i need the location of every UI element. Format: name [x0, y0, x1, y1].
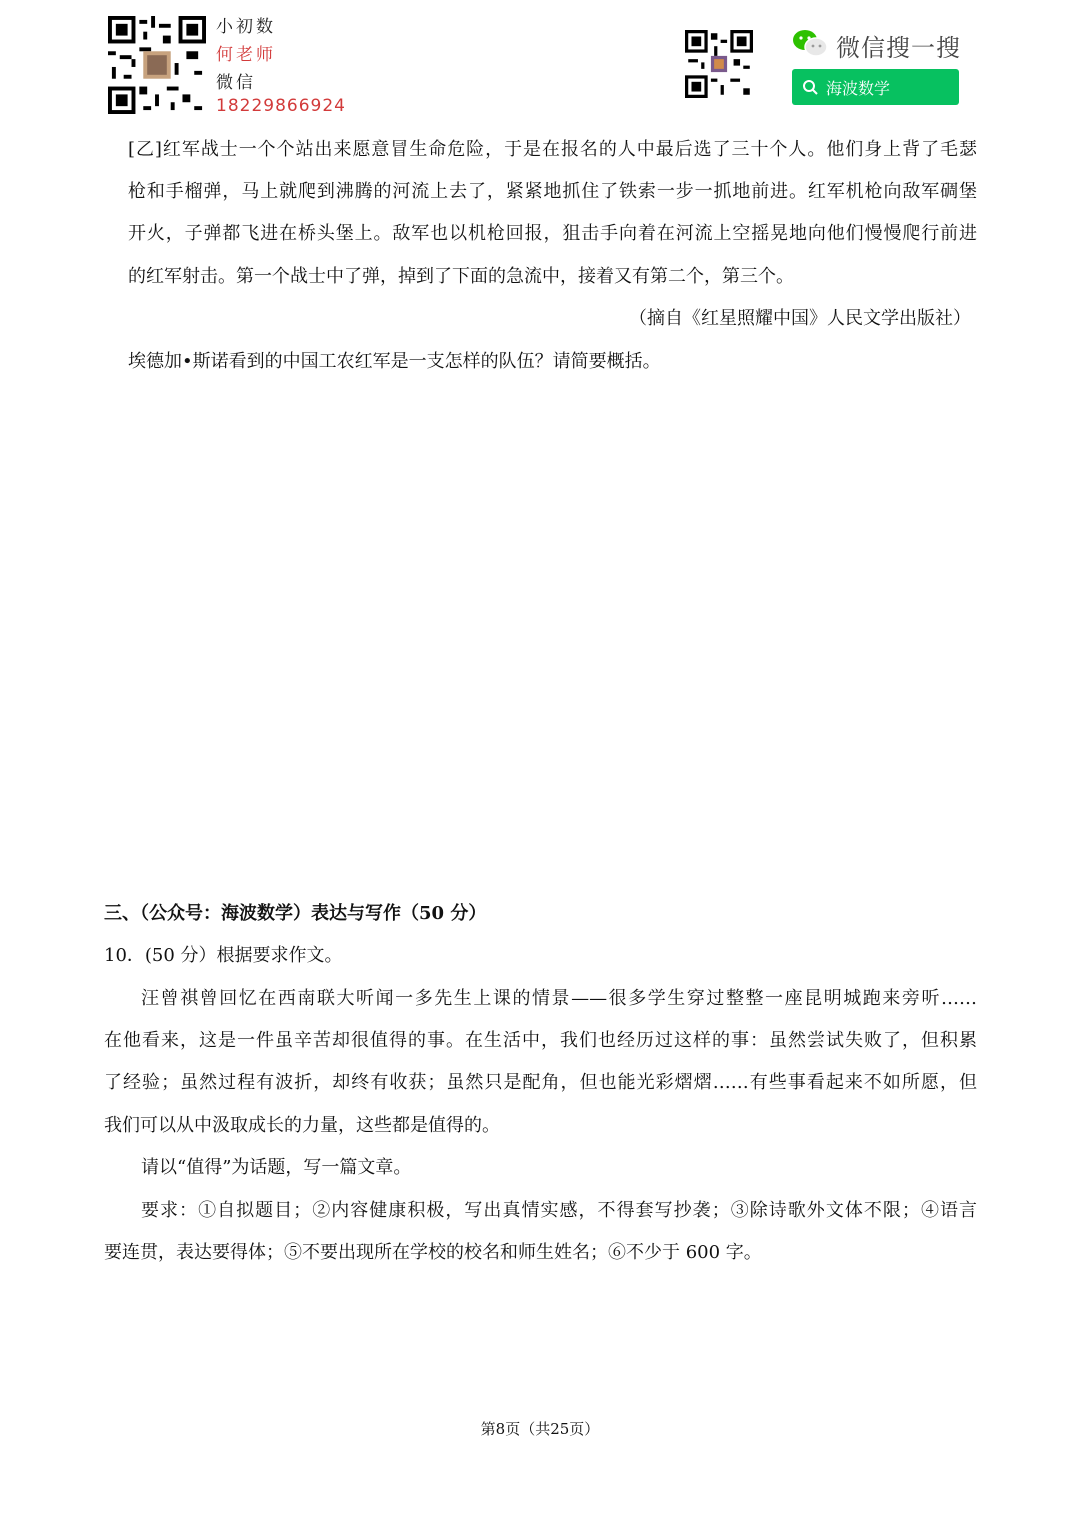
passage-line: 开火，子弹都飞进在桥头堡上。敌军也以机枪回报，狙击手向着在河流上空摇晃地向他们慢慢爬行前进: [128, 223, 977, 244]
question-text: 埃德加•斯诺看到的中国工农红军是一支怎样的队伍？请简要概括。: [128, 351, 661, 372]
prompt-line: 汪曾祺曾回忆在西南联大听闻一多先生上课的情景——很多学生穿过整整一座昆明城跑来旁听……: [141, 988, 977, 1009]
wechat-search-button[interactable]: [792, 69, 959, 105]
passage-line: 的红军射击。第一个战士中了弹，掉到了下面的急流中，接着又有第二个，第三个。: [128, 266, 794, 287]
section-heading: 三、（公众号：海波数学）表达与写作（50 分）: [104, 903, 487, 924]
prompt-line: 了经验；虽然过程有波折，却终有收获；虽然只是配角，但也能光彩熠熠……有些事看起来不如所愿，但: [104, 1072, 977, 1093]
qr-code-official-account: [685, 30, 753, 98]
wechat-search-label: 海波数学: [826, 78, 891, 98]
qr-code-teacher: [108, 16, 206, 114]
hand-line-wechat: 微信: [216, 73, 256, 93]
prompt-line: 我们可以从中汲取成长的力量，这些都是值得的。: [104, 1115, 500, 1136]
requirements-line: 要求：①自拟题目；②内容健康积极，写出真情实感，不得套写抄袭；③除诗歌外文体不限；④语言: [141, 1200, 977, 1221]
requirements-line: 要连贯，表达要得体；⑤不要出现所在学校的校名和师生姓名；⑥不少于 600 字。: [104, 1242, 762, 1263]
question-item: 10．(50 分）根据要求作文。: [104, 945, 343, 966]
prompt-topic: 请以“值得”为话题，写一篇文章。: [141, 1157, 412, 1178]
wechat-search-title: 微信搜一搜: [836, 34, 961, 62]
search-icon: [802, 79, 818, 95]
passage-line: 枪和手榴弹，马上就爬到沸腾的河流上去了，紧紧地抓住了铁索一步一抓地前进。红军机枪向敌军碉堡: [128, 181, 977, 202]
prompt-line: 在他看来，这是一件虽辛苦却很值得的事。在生活中，我们也经历过这样的事：虽然尝试失败了，但积累: [104, 1030, 977, 1051]
passage-line: [乙]红军战士一个个站出来愿意冒生命危险，于是在报名的人中最后选了三十个人。他们身上背了毛瑟: [128, 139, 977, 160]
hand-line-phone: 18229866924: [216, 96, 346, 116]
wechat-logo-icon: [792, 28, 828, 58]
page-number: 第8页（共25页）: [480, 1420, 600, 1438]
hand-line-subject: 小初数: [216, 17, 276, 37]
passage-source: （摘自《红星照耀中国》人民文学出版社）: [629, 308, 971, 329]
hand-line-teacher: 何老师: [216, 45, 276, 65]
